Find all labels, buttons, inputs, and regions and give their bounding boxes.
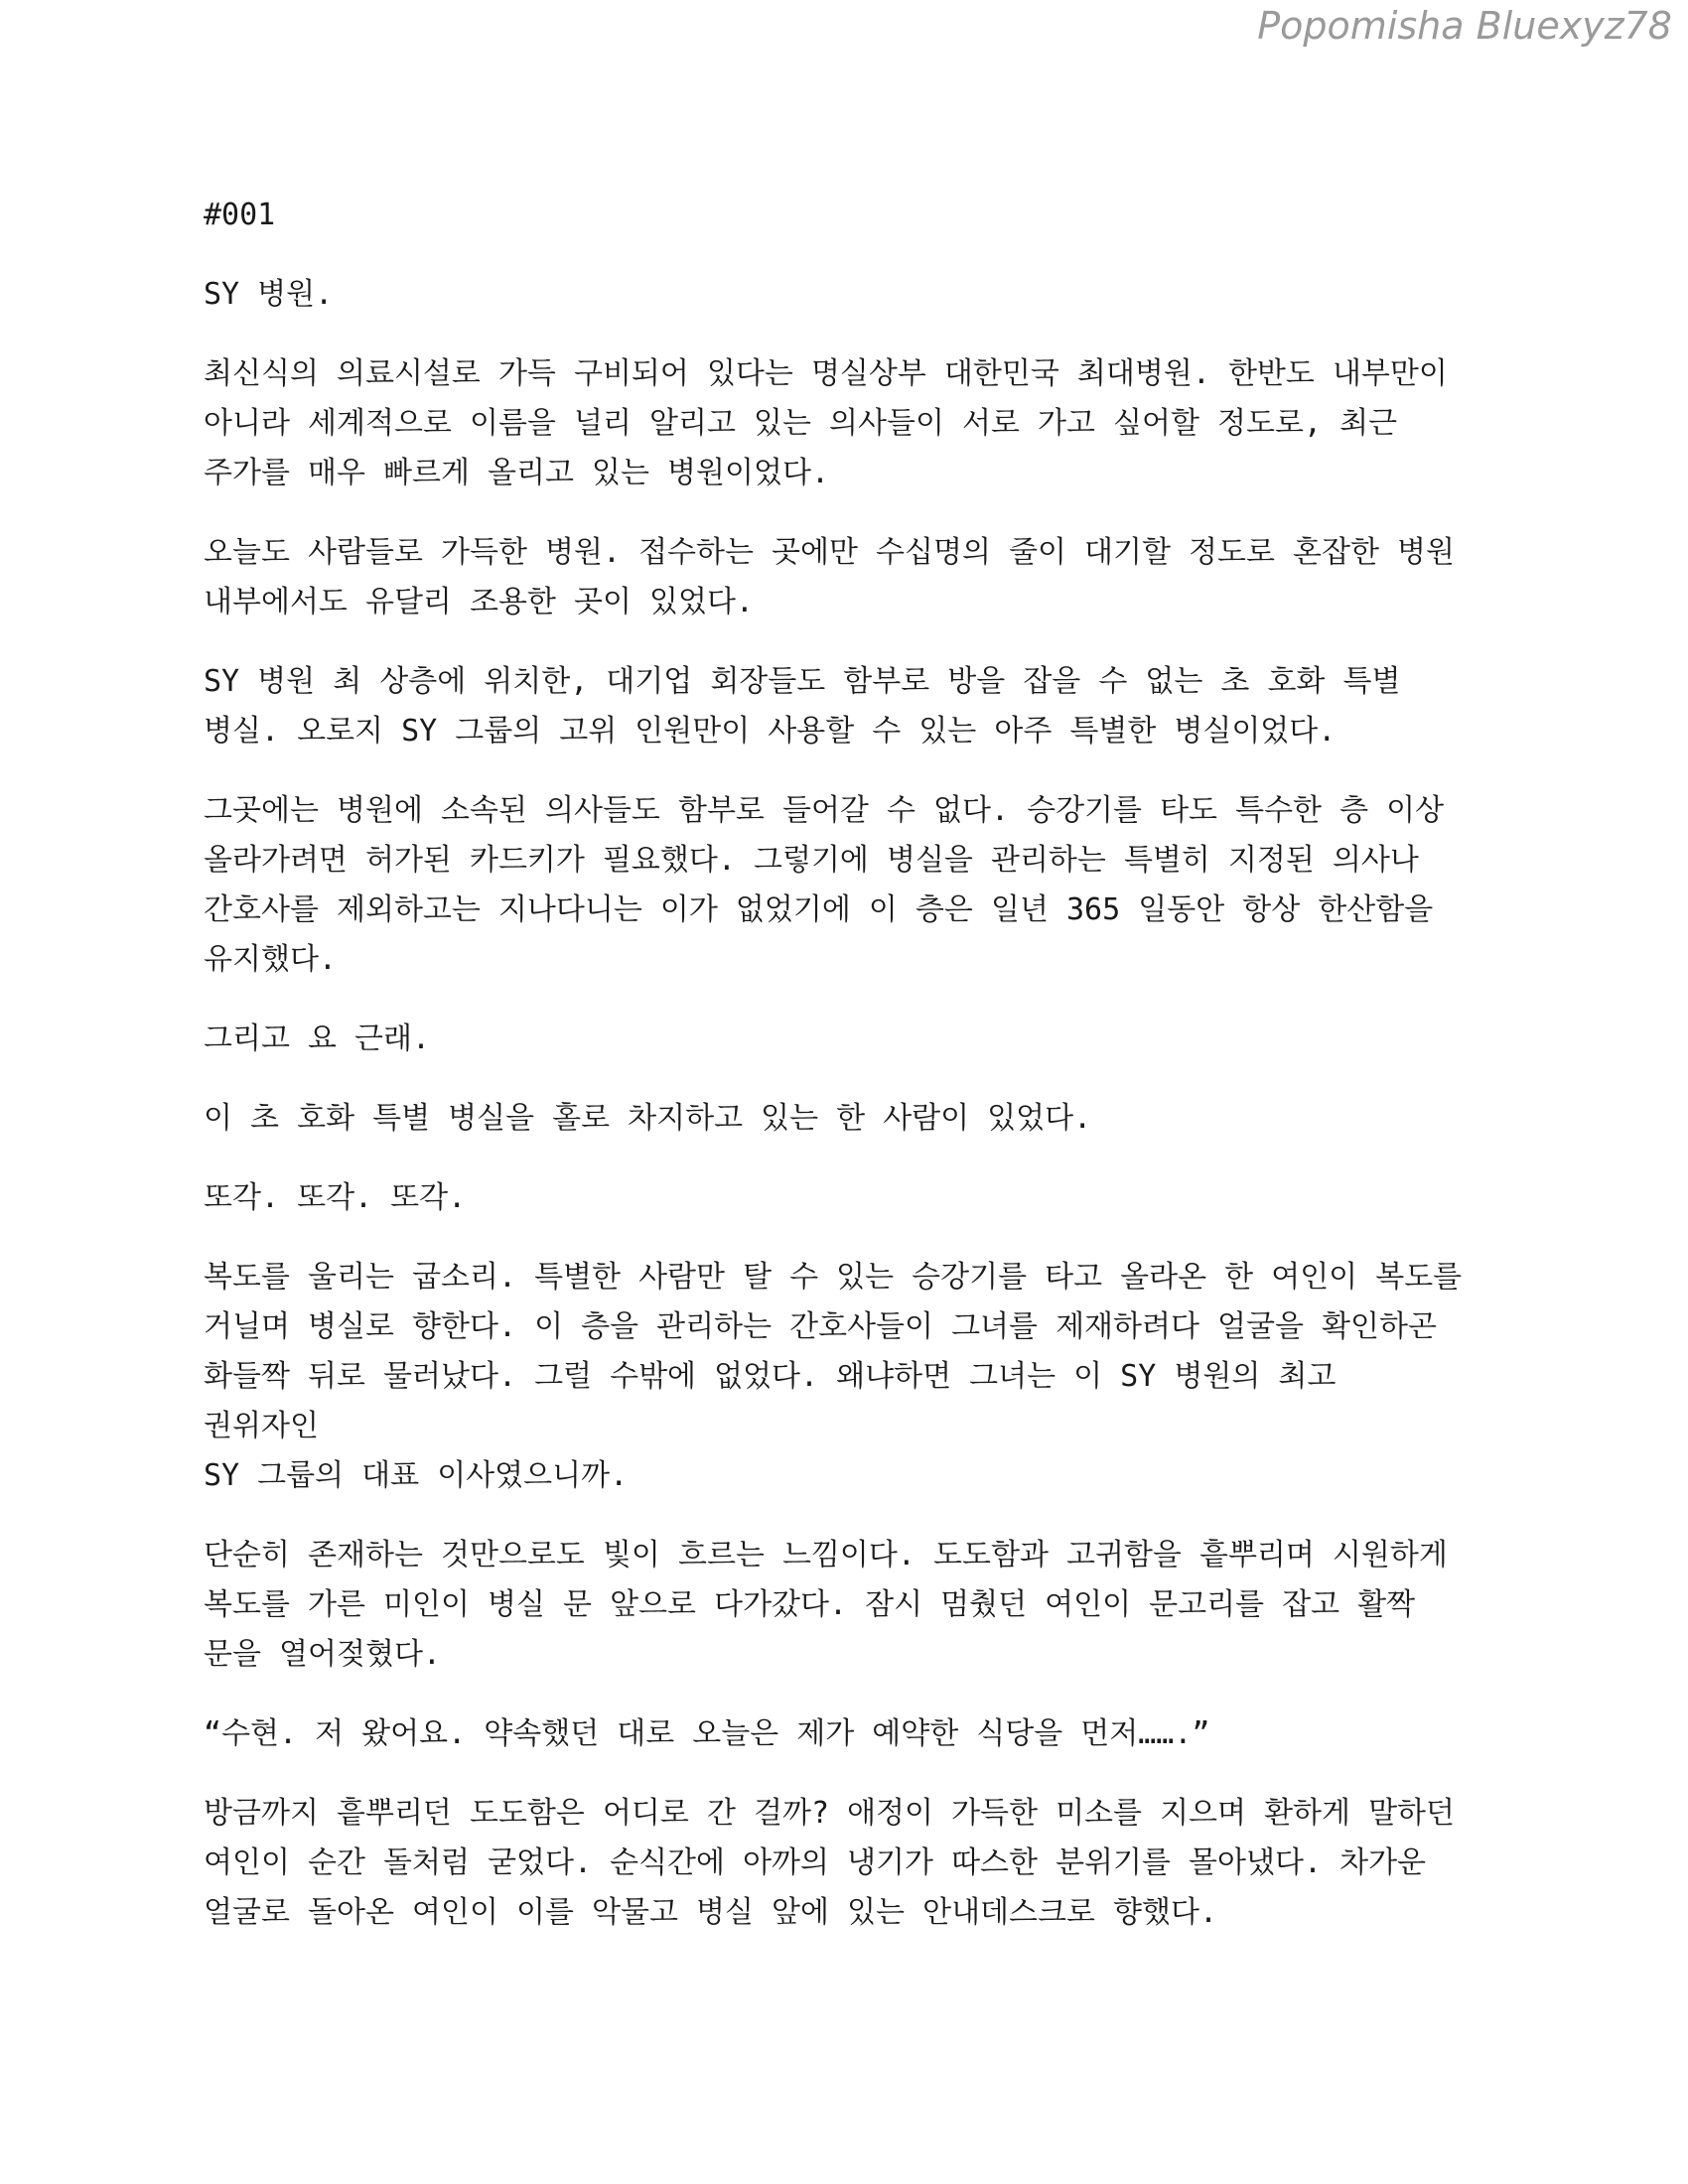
paragraph: 단순히 존재하는 것만으로도 빛이 흐르는 느낌이다. 도도함과 고귀함을 흩뿌리며 시원하게 복도를 가른 미인이 병실 문 앞으로 다가갔다. 잠시 멈췄던 여인이 문고리를 잡고 활짝 문을 열어젖혔다. bbox=[204, 1538, 1448, 1672]
paragraph: 오늘도 사람들로 가득한 병원. 접수하는 곳에만 수십명의 줄이 대기할 정도로 혼잡한 병원 내부에서도 유달리 조용한 곳이 있었다. bbox=[204, 535, 1456, 619]
chapter-number: #001 bbox=[204, 198, 276, 232]
paragraph: SY 병원. bbox=[204, 277, 334, 312]
paragraph: SY 병원 최 상층에 위치한, 대기업 회장들도 함부로 방을 잡을 수 없는 초 호화 특별 병실. 오로지 SY 그룹의 고위 인원만이 사용할 수 있는 아주 특별한 병실이었다. bbox=[204, 664, 1401, 749]
paragraph: 방금까지 흩뿌리던 도도함은 어디로 간 걸까? 애정이 가득한 미소를 지으며 환하게 말하던 여인이 순간 돌처럼 굳었다. 순식간에 아까의 냉기가 따스한 분위기를 몰아냈다. 차가운 얼굴로 돌아온 여인이 이를 악물고 병실 앞에 있는 안내데스크로 향했다. bbox=[204, 1796, 1456, 1930]
paragraph: 복도를 울리는 굽소리. 특별한 사람만 탈 수 있는 승강기를 타고 올라온 한 여인이 복도를 거닐며 병실로 향한다. 이 층을 관리하는 간호사들이 그녀를 제재하려다 얼굴을 확인하곤 화들짝 뒤로 물러났다. 그럴 수밖에 없었다. 왜냐하면 그녀는 이 SY 병원의 최고 권위자인 SY 그룹의 대표 이사였으니까. bbox=[204, 1260, 1463, 1493]
paragraph: 그곳에는 병원에 소속된 의사들도 함부로 들어갈 수 없다. 승강기를 타도 특수한 층 이상 올라가려면 허가된 카드키가 필요했다. 그렇기에 병실을 관리하는 특별히 지정된 의사나 간호사를 제외하고는 지나다니는 이가 없었기에 이 층은 일년 365 일동안 항상 한산함을 유지했다. bbox=[204, 793, 1445, 977]
dialogue-line: “수현. 저 왔어요. 약속했던 대로 오늘은 제가 예약한 식당을 먼저…….” bbox=[204, 1716, 1210, 1751]
watermark: Popomisha Bluexyz78 bbox=[1257, 4, 1672, 48]
paragraph: 그리고 요 근래. bbox=[204, 1022, 431, 1056]
paragraph: 또각. 또각. 또각. bbox=[204, 1180, 467, 1215]
paragraph: 최신식의 의료시설로 가득 구비되어 있다는 명실상부 대한민국 최대병원. 한반도 내부만이 아니라 세계적으로 이름을 널리 알리고 있는 의사들이 서로 가고 싶어할 정도로, 최근 주가를 매우 빠르게 올리고 있는 병원이었다. bbox=[204, 356, 1448, 490]
paragraph: 이 초 호화 특별 병실을 홀로 차지하고 있는 한 사람이 있었다. bbox=[204, 1101, 1092, 1136]
document-body bbox=[204, 191, 1465, 1968]
